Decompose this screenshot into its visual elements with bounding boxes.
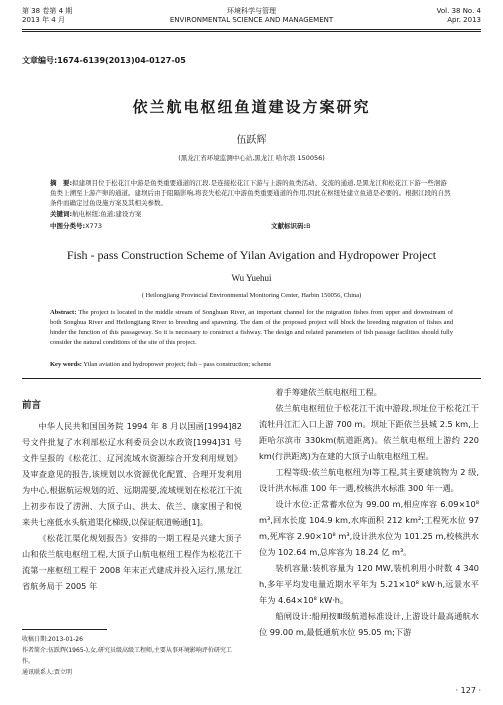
title-cn: 依兰航电枢纽鱼道建设方案研究 — [132, 98, 371, 116]
body-paragraph: 中华人民共和国国务院 1994 年 8 月以国函[1994]82 号文件批复了水利部松辽水利委员会以水政资[1994]31 号文件呈报的《松花江、辽河流域水资源综合开发利用规划》及审查意见的报告,该规划以水资源优化配置、合理开发利用为中心,根据航运规划的近、远期需要,流域规划在松花江干流上初步布设了涝洲、大顶子山、洪太、依兰、康家围子和悦来共七座低水头航道渠化梯级,以保证航道畅通[1]。 — [22, 421, 242, 527]
page-number: · 127 · — [455, 686, 481, 695]
header-vol-no: Vol. 38 No. 4 — [436, 7, 481, 15]
abstract-cn-text: 拟建项目位于松花江中游是鱼类重要通道的江段.是连接松花江下游与上游的鱼类活动、交流的通道,是黑龙江和松花江下游一些洄游鱼类上溯至上游产卵的通道。建坝后由于阻隔影响,将丧失松花江中游鱼类重要通道的作用,因此在枢纽处建立鱼道是必要的。根据江段的自然条件而确定过鱼设施方案及其相关参数。 — [50, 179, 451, 207]
header-rule — [22, 29, 481, 30]
classification-text: X773 — [85, 222, 102, 230]
classification-cn — [50, 221, 102, 230]
doc-code-text: B — [306, 222, 311, 230]
right-column — [259, 384, 479, 640]
keywords-cn — [50, 209, 142, 218]
header-rule-thin — [22, 31, 481, 32]
body-paragraph: 船闸设计:船闸按Ⅲ级航道标准设计,上游设计最高通航水位 99.00 m,最低通航水位 95.05 m;下游 — [259, 611, 479, 637]
body-paragraph: 装机容量:装机容量为 120 MW,装机利用小时数 4 340 h,多年平均发电量近期水平年为 5.21×10⁸ kW·h,远景水平年为 4.64×10⁸ kW·h。 — [259, 563, 479, 605]
journal-name-cn: 环境科学与管理 — [227, 7, 276, 15]
body-paragraph: 依兰航电枢纽位于松花江干流中游段,坝址位于松花江干流牡丹江汇入口上游 700 m。坝址下距依兰县城 2.5 km,上距哈尔滨市 330km(航道距离)。依兰航电枢纽上游约 220 km(行洪距离)为在建的大顶子山航电枢纽工程。 — [259, 403, 479, 461]
body-paragraph: 设计水位:正常蓄水位为 99.00 m,相应库容 6.09×10⁸ m³,回水长度 104.9 km,水库面积 212 km²;工程死水位 97 m,死库容 2.90×10⁸ m³,设计洪水位为 101.25 m,校核洪水位为 102.64 m,总库容为 18.24 亿 m³。 — [259, 499, 479, 557]
abstract-en-label: Abstract: — [50, 309, 77, 316]
footnotes — [22, 634, 242, 678]
footnote-contact: 通讯联系人:贾立明 — [22, 669, 73, 676]
header-volume-issue: 第 38 卷第 4 期 — [22, 7, 73, 15]
section-heading: 前言 — [22, 400, 42, 411]
body-paragraph: 工程等级:依兰航电枢纽为Ⅰ等工程,其主要建筑物为 2 级,设计洪水标准 100 年一遇,校核洪水标准 300 年一遇。 — [259, 467, 479, 493]
doc-code-label: 文献标识码: — [271, 222, 307, 230]
body-paragraph: 《松花江渠化规划报告》安排的一期工程是兴建大顶子山和依兰航电枢纽工程,大顶子山航电枢纽工程作为松花江干流第一座枢纽工程于 2008 年末正式建成并投入运行,黑龙江省航务局于 2005 年 — [22, 533, 242, 591]
header-journal — [22, 7, 481, 25]
doc-code-cn — [271, 221, 311, 230]
footnote-author: 作者简介:伍跃辉(1965-),女,研究员级高级工程师,主要从事环境影响评价研究工作。 — [22, 647, 232, 665]
header-vol-en — [437, 7, 481, 25]
article-number: 文章编号:1674-6139(2013)04-0127-05 — [22, 56, 186, 65]
header-date-cn: 2013 年 4 月 — [22, 16, 65, 24]
classification-label: 中图分类号: — [50, 222, 86, 230]
abstract-rule — [22, 378, 481, 379]
body-paragraph: 着手筹建依兰航电枢纽工程。 — [275, 387, 382, 397]
keywords-en — [50, 361, 271, 368]
affiliation-en: ( Heilongjiang Provincial Environmental Monitoring Center, Harbin 150056, China) — [141, 292, 362, 299]
keywords-en-text: Yilan aviation and hydropower project; fish – pass construction; scheme — [83, 361, 272, 368]
footnote-rule — [22, 629, 107, 630]
keywords-en-label: Key words: — [50, 361, 82, 368]
affiliation-cn: (黑龙江省环境监测中心站,黑龙江 哈尔滨 150056) — [178, 154, 325, 162]
left-column — [22, 418, 242, 594]
abstract-cn-label: 摘 要: — [50, 179, 73, 187]
author-en: Wu Yuehui — [231, 273, 272, 283]
header-date-en: Apr. 2013 — [447, 16, 481, 24]
keywords-cn-label: 关键词: — [50, 210, 73, 218]
footnote-received: 收稿日期:2013-01-26 — [22, 636, 83, 643]
author-cn: 伍跃辉 — [236, 135, 267, 146]
abstract-cn — [50, 178, 453, 208]
title-en: Fish - pass Construction Scheme of Yilan Avigation and Hydropower Project — [66, 248, 437, 262]
abstract-en — [50, 308, 453, 348]
running-header — [22, 7, 481, 27]
abstract-en-text: The project is located in the middle stream of Songhuan River, an important channel for the migration fishes from upper and downstream of both Songhua River and Heilongjiang River to breeding and spawning. The dam of the proposed project will block the breeding migration of fishes and hinder the function of this passageway. So it is necessary to construct a fishway. The design and related parameters of fish passage facilities should fully consider the natural conditions of the site of this project. — [50, 309, 453, 346]
journal-name-en: ENVIRONMENTAL SCIENCE AND MANAGEMENT — [169, 16, 334, 24]
keywords-cn-text: 航电枢纽;鱼道;建设方案 — [72, 210, 142, 218]
